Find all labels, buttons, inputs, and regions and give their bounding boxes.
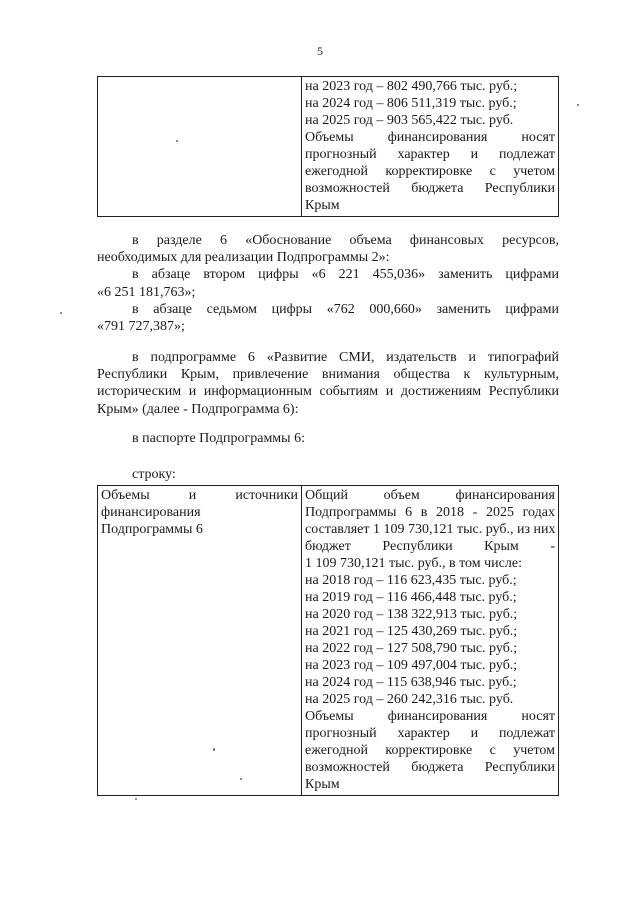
note-line: Объемы финансирования носят xyxy=(305,130,555,145)
intro-line: бюджет Республики Крым - xyxy=(305,539,555,554)
text-line: «6 251 181,763»; xyxy=(97,284,196,300)
text-line: в абзаце втором цифры «6 221 455,036» заменить цифрами xyxy=(132,267,559,283)
text-line: в разделе 6 «Обоснование объема финансовых ресурсов, xyxy=(132,233,559,248)
year-line: на 2025 год – 260 242,316 тыс. руб. xyxy=(305,692,514,707)
text-line: в паспорте Подпрограммы 6: xyxy=(132,431,305,446)
page-number: 5 xyxy=(317,44,323,58)
note-line: Крым xyxy=(305,198,340,213)
year-line: на 2021 год – 125 430,269 тыс. руб.; xyxy=(305,624,518,639)
year-line: на 2024 год – 806 511,319 тыс. руб.; xyxy=(305,96,517,111)
year-line: на 2020 год – 138 322,913 тыс. руб.; xyxy=(305,607,518,622)
table-subprogram6-financing xyxy=(97,485,559,796)
table-continued xyxy=(97,76,559,217)
label-line: Подпрограммы 6 xyxy=(101,522,203,537)
note-line: ежегодной корректировке с учетом xyxy=(305,743,555,758)
subprogram6-paragraph xyxy=(97,349,559,418)
text-line: «791 727,387»; xyxy=(97,319,185,335)
note-line: прогнозный характер и подлежат xyxy=(305,147,555,162)
table1-right-cell xyxy=(302,77,559,217)
intro-line: Подпрограммы 6 в 2018 - 2025 годах xyxy=(305,505,555,520)
text-line: необходимых для реализации Подпрограммы 2»: xyxy=(97,250,390,266)
scan-speck xyxy=(240,778,242,780)
text-line: историческим и информационным событиям и достижениям Республики xyxy=(97,384,559,400)
table1-left-cell xyxy=(98,77,302,217)
year-line: на 2023 год – 802 490,766 тыс. руб.; xyxy=(305,79,518,94)
text-line: в абзаце седьмом цифры «762 000,660» заменить цифрами xyxy=(132,301,559,317)
label-line: финансирования xyxy=(101,505,201,520)
note-line: возможностей бюджета Республики xyxy=(305,181,555,196)
note-line: Крым xyxy=(305,777,340,792)
year-line: на 2025 год – 903 565,422 тыс. руб. xyxy=(305,113,514,128)
year-line: на 2024 год – 115 638,946 тыс. руб.; xyxy=(305,675,517,690)
text-line: строку: xyxy=(132,467,176,482)
scan-speck xyxy=(60,312,62,314)
label-line: Объемы и источники xyxy=(101,488,298,503)
intro-line: Общий объем финансирования xyxy=(305,488,555,503)
text-line: Республики Крым, привлечение внимания общества к культурным, xyxy=(97,367,559,383)
note-line: прогнозный характер и подлежат xyxy=(305,726,555,741)
intro-line: составляет 1 109 730,121 тыс. руб., из них xyxy=(305,522,556,537)
scan-speck xyxy=(577,104,579,106)
intro-line: 1 109 730,121 тыс. руб., в том числе: xyxy=(305,556,522,571)
note-line: возможностей бюджета Республики xyxy=(305,760,555,775)
passport-paragraph xyxy=(97,430,559,447)
note-line: ежегодной корректировке с учетом xyxy=(305,164,555,179)
year-line: на 2022 год – 127 508,790 тыс. руб.; xyxy=(305,641,518,656)
table2-right-cell xyxy=(302,486,559,796)
text-line: Крым» (далее - Подпрограмма 6): xyxy=(97,401,299,417)
note-line: Объемы финансирования носят xyxy=(305,709,555,724)
year-line: на 2019 год – 116 466,448 тыс. руб.; xyxy=(305,590,517,605)
scan-speck xyxy=(176,140,178,142)
year-line: на 2018 год – 116 623,435 тыс. руб.; xyxy=(305,573,517,588)
scan-speck xyxy=(213,748,215,751)
year-line: на 2023 год – 109 497,004 тыс. руб.; xyxy=(305,658,518,673)
table2-left-cell xyxy=(98,486,302,796)
scan-speck xyxy=(135,798,137,800)
section6-paragraph xyxy=(97,232,559,335)
text-line: в подпрограмме 6 «Развитие СМИ, издательств и типографий xyxy=(132,350,559,365)
row-label-paragraph xyxy=(97,466,559,483)
